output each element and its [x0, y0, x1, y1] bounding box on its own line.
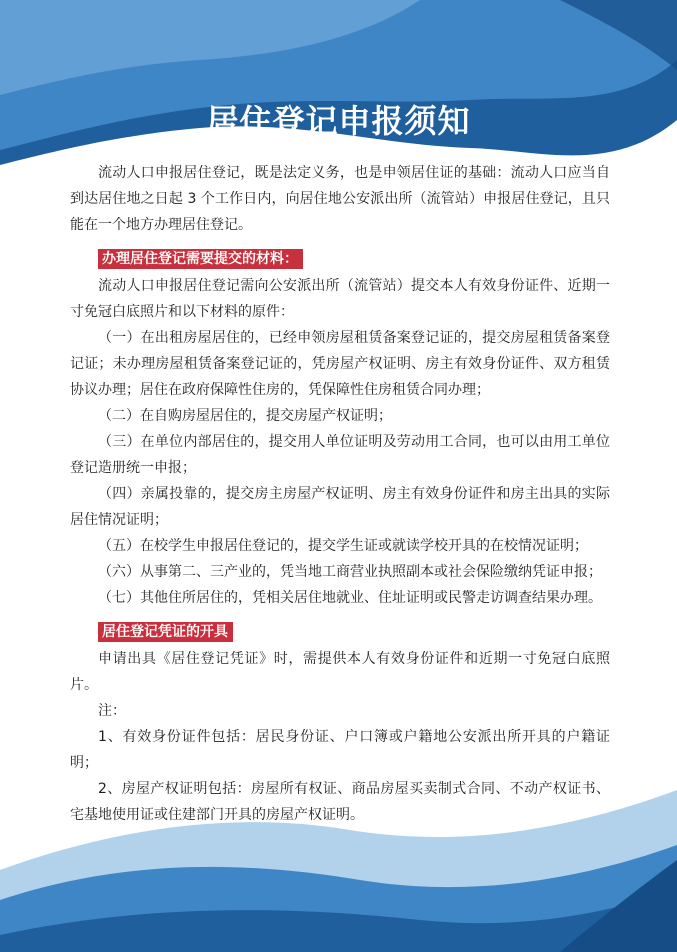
- materials-item-5: （五）在校学生申报居住登记的，提交学生证或就读学校开具的在校情况证明；: [98, 538, 588, 554]
- materials-item-3: （三）在单位内部居住的，提交用人单位证明及劳动用工合同，也可以由用工单位登记造册统一申报；: [70, 434, 610, 476]
- notice-body: [70, 160, 610, 828]
- materials-item-4: （四）亲属投靠的，提交房主房屋产权证明、房主有效身份证件和房主出具的实际居住情况证明；: [70, 486, 610, 528]
- materials-lead: 流动人口申报居住登记需向公安派出所（流管站）提交本人有效身份证件、近期一寸免冠白底照片和以下材料的原件：: [70, 278, 610, 320]
- section-heading-materials: 办理居住登记需要提交的材料：: [98, 249, 303, 269]
- section-heading-certificate: 居住登记凭证的开具: [98, 622, 233, 642]
- materials-item-6: （六）从事第二、三产业的，凭当地工商营业执照副本或社会保险缴纳凭证申报；: [98, 564, 602, 580]
- note-label: 注：: [98, 703, 126, 719]
- certificate-body: 申请出具《居住登记凭证》时，需提供本人有效身份证件和近期一寸免冠白底照片。: [70, 651, 610, 693]
- note-item-2: 2、房屋产权证明包括：房屋所有权证、商品房屋买卖制式合同、不动产权证书、宅基地使用证或住建部门开具的房屋产权证明。: [70, 781, 610, 823]
- intro-paragraph: 流动人口申报居住登记，既是法定义务，也是申领居住证的基础：流动人口应当自到达居住地之日起 3 个工作日内，向居住地公安派出所（流管站）申报居住登记，且只能在一个地方办理居住登记。: [70, 165, 610, 233]
- materials-item-2: （二）在自购房屋居住的，提交房屋产权证明；: [98, 408, 392, 424]
- materials-item-1: （一）在出租房屋居住的，已经申领房屋租赁备案登记证的，提交房屋租赁备案登记证；未办理房屋租赁备案登记证的，凭房屋产权证明、房主有效身份证件、双方租赁协议办理；居住在政府保障性住房的，凭保障性住房租赁合同办理；: [70, 330, 610, 398]
- materials-item-7: （七）其他住所居住的，凭相关居住地就业、住址证明或民警走访调查结果办理。: [98, 590, 602, 606]
- note-item-1: 1、有效身份证件包括：居民身份证、户口簿或户籍地公安派出所开具的户籍证明；: [70, 729, 610, 771]
- page-title: 居住登记申报须知: [206, 102, 471, 140]
